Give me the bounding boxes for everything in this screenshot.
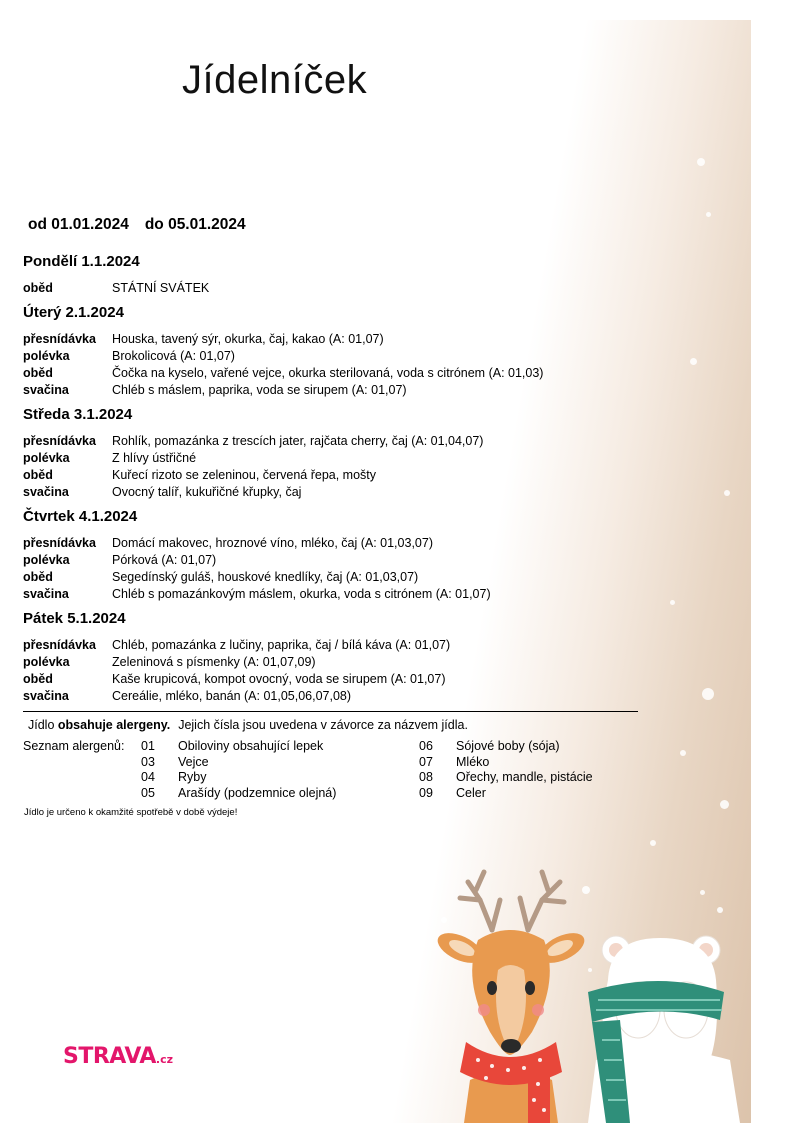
day-block [23,303,643,399]
allergen-name: Sójové boby (sója) [456,739,560,753]
meal-list [23,637,643,705]
allergen-note-bold: obsahuje alergeny. [57,718,171,732]
allergen-item [141,755,421,771]
meal-text: Rohlík, pomazánka z trescích jater, rajčata cherry, čaj (A: 01,04,07) [112,434,484,448]
meal-text: Segedínský guláš, houskové knedlíky, čaj (A: 01,03,07) [112,570,419,584]
meal-row [23,450,643,467]
allergen-item [419,770,679,786]
meal-row [23,280,643,297]
allergen-code: 08 [419,770,433,784]
meal-text: Ovocný talíř, kukuřičné křupky, čaj [112,485,302,499]
snow-dot [702,688,714,700]
allergen-note [28,718,468,732]
meal-text: Čočka na kyselo, vařené vejce, okurka sterilovaná, voda s citrónem (A: 01,03) [112,366,544,380]
day-block [23,252,643,297]
meal-text: Zeleninová s písmenky (A: 01,07,09) [112,655,316,669]
day-block [23,507,643,603]
meal-row [23,654,643,671]
allergen-item [141,770,421,786]
allergen-name: Mléko [456,754,490,769]
allergen-code: 01 [141,739,155,753]
meal-label: svačina [23,485,69,499]
allergen-name: Ryby [178,770,207,784]
allergen-name: Vejce [178,754,209,769]
page-title: Jídelníček [182,58,368,102]
allergen-code: 07 [419,754,433,769]
day-block [23,609,643,705]
day-title: Čtvrtek 4.1.2024 [23,508,138,525]
allergen-note-prefix: Jídlo [28,718,55,732]
meal-text: STÁTNÍ SVÁTEK [112,281,210,295]
day-title: Úterý 2.1.2024 [23,304,124,321]
meal-label: svačina [23,587,69,601]
meal-label: polévka [23,655,70,669]
weekly-menu [23,252,643,711]
meal-label: svačina [23,689,69,703]
allergen-code: 06 [419,739,433,753]
meal-row [23,433,643,450]
allergen-note-rest: Jejich čísla jsou uvedena v závorce za názvem jídla. [178,718,468,732]
allergen-name: Celer [456,785,486,800]
allergen-item [141,786,421,802]
meal-row [23,365,643,382]
meal-label: svačina [23,383,69,397]
snow-dot [670,600,675,605]
meal-label: přesnídávka [23,536,96,550]
day-title: Pátek 5.1.2024 [23,610,126,627]
allergen-code: 09 [419,785,433,800]
meal-text: Domácí makovec, hroznové víno, mléko, čaj (A: 01,03,07) [112,536,433,550]
day-title: Pondělí 1.1.2024 [23,253,140,270]
meal-row [23,535,643,552]
meal-label: oběd [23,672,53,686]
meal-row [23,586,643,603]
strava-logo [63,1044,173,1069]
meal-text: Kuřecí rizoto se zeleninou, červená řepa, mošty [112,468,377,482]
date-from: od 01.01.2024 [28,216,129,233]
allergen-list-label: Seznam alergenů: [23,739,125,753]
meal-row [23,467,643,484]
snow-dot [697,158,705,166]
snow-dot [650,840,656,846]
snow-dot [690,358,697,365]
meal-text: Chléb s pomazánkovým máslem, okurka, voda s citrónem (A: 01,07) [112,587,491,601]
day-title: Středa 3.1.2024 [23,406,133,423]
meal-label: přesnídávka [23,434,96,448]
meal-row [23,348,643,365]
meal-text: Brokolicová (A: 01,07) [112,349,235,363]
meal-label: oběd [23,570,53,584]
allergen-code: 03 [141,754,155,769]
meal-text: Chléb, pomazánka z lučiny, paprika, čaj / bílá káva (A: 01,07) [112,638,451,652]
meal-row [23,382,643,399]
winter-animals-illustration [420,860,751,1123]
allergen-code: 05 [141,785,155,800]
meal-text: Kaše krupicová, kompot ovocný, voda se sirupem (A: 01,07) [112,672,446,686]
divider [23,711,638,712]
meal-label: oběd [23,281,53,295]
meal-row [23,484,643,501]
meal-label: polévka [23,349,70,363]
allergen-item [419,739,679,755]
meal-label: polévka [23,451,70,465]
logo-suffix: .cz [155,1053,173,1066]
meal-list [23,331,643,399]
meal-label: přesnídávka [23,638,96,652]
logo-main: STRAVA [63,1044,156,1069]
allergen-item [419,786,679,802]
meal-text: Houska, tavený sýr, okurka, čaj, kakao (A: 01,07) [112,332,384,346]
meal-list [23,433,643,501]
allergen-item [141,739,421,755]
antler-icon [460,872,564,930]
meal-list [23,280,643,297]
allergen-column [419,739,679,801]
date-to: do 05.01.2024 [144,216,246,233]
snow-dot [724,490,730,496]
meal-row [23,637,643,654]
meal-row [23,331,643,348]
allergen-name: Ořechy, mandle, pistácie [456,770,593,784]
snow-dot [680,750,686,756]
snow-dot [706,212,711,217]
allergen-item [419,755,679,771]
meal-label: polévka [23,553,70,567]
meal-label: oběd [23,366,53,380]
meal-text: Pórková (A: 01,07) [112,553,217,567]
meal-text: Z hlívy ústřičné [112,451,197,465]
allergen-name: Arašídy (podzemnice olejná) [178,785,337,800]
meal-text: Chléb s máslem, paprika, voda se sirupem (A: 01,07) [112,383,407,397]
snow-dot [720,800,729,809]
day-block [23,405,643,501]
meal-row [23,688,643,705]
meal-list [23,535,643,603]
allergen-name: Obiloviny obsahující lepek [178,739,324,753]
date-range [28,216,246,234]
meal-row [23,569,643,586]
meal-row [23,671,643,688]
meal-text: Cereálie, mléko, banán (A: 01,05,06,07,08) [112,689,352,703]
footnote: Jídlo je určeno k okamžité spotřebě v době výdeje! [24,807,238,818]
deer-icon [433,927,589,1123]
meal-label: přesnídávka [23,332,96,346]
meal-label: oběd [23,468,53,482]
allergen-code: 04 [141,770,155,784]
meal-row [23,552,643,569]
allergen-column [141,739,421,801]
